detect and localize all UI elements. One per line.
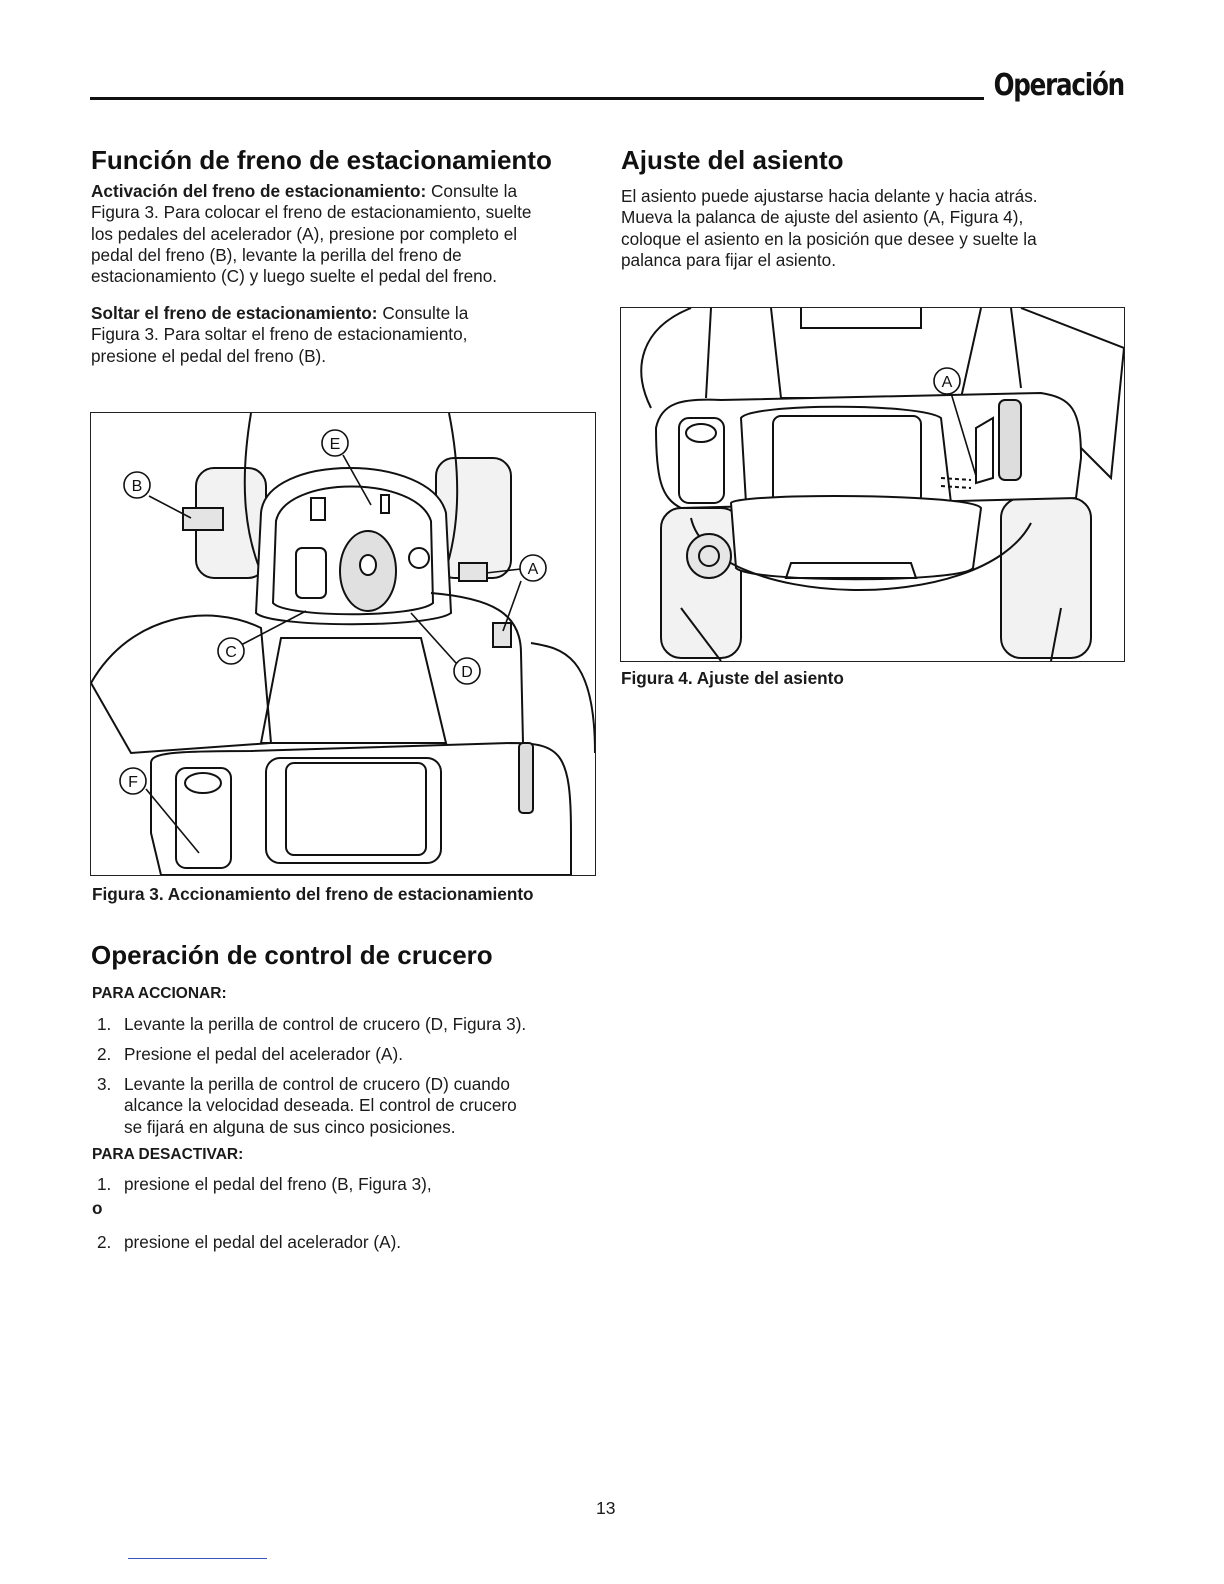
callout-a: A (527, 561, 539, 578)
parking-brake-engage-paragraph (91, 181, 601, 287)
figure-4 (620, 307, 1125, 662)
figure-4-caption: Figura 4. Ajuste del asiento (621, 668, 844, 688)
or-separator: o (92, 1198, 103, 1218)
parking-brake-title: Función de freno de estacionamiento (91, 145, 552, 175)
callout-b: B (131, 478, 143, 495)
footer-line (128, 1558, 267, 1559)
figure-3-illustration (91, 413, 595, 875)
engage-line-1: Figura 3. Para colocar el freno de estacionamiento, suelte (91, 202, 532, 223)
callout-d: D (461, 664, 473, 681)
engage-heading: PARA ACCIONAR: (92, 985, 227, 1002)
engage-line-4: estacionamiento (C) y luego suelte el pedal del freno. (91, 266, 498, 287)
callout-c: C (225, 644, 237, 661)
parking-brake-release-paragraph (91, 303, 601, 367)
seat-line-2: coloque el asiento en la posición que desee y suelte la (621, 228, 1037, 249)
figure-3 (90, 412, 596, 876)
callout-e: E (329, 436, 341, 453)
engage-line-2: los pedales del acelerador (A), presione por completo el (91, 223, 518, 244)
figure-4-illustration (621, 308, 1124, 661)
seat-line-0: El asiento puede ajustarse hacia delante y hacia atrás. (621, 186, 1038, 206)
seat-adjust-title: Ajuste del asiento (621, 145, 844, 175)
release-line-2: presione el pedal del freno (B). (91, 345, 327, 366)
seat-line-3: palanca para fijar el asiento. (621, 249, 836, 270)
disengage-heading: PARA DESACTIVAR: (92, 1146, 244, 1163)
release-line-0: Consulte la (382, 303, 469, 323)
release-line-1: Figura 3. Para soltar el freno de estacionamiento, (91, 324, 468, 345)
seat-line-1: Mueva la palanca de ajuste del asiento (A, Figura 4), (621, 207, 1024, 228)
page-number: 13 (596, 1498, 616, 1518)
header-rule (90, 97, 984, 100)
seat-adjust-paragraph (621, 186, 1131, 271)
section-header: Operación (993, 68, 1124, 103)
callout-f: F (128, 774, 138, 791)
release-label: Soltar el freno de estacionamiento: (91, 303, 378, 323)
figure-3-caption: Figura 3. Accionamiento del freno de estacionamiento (92, 884, 534, 904)
engage-line-0: Consulte la (431, 181, 518, 201)
engage-line-3: pedal del freno (B), levante la perilla del freno de (91, 244, 462, 265)
callout-a-fig4: A (941, 374, 953, 391)
engage-label: Activación del freno de estacionamiento: (91, 181, 427, 201)
cruise-control-title: Operación de control de crucero (91, 940, 493, 970)
